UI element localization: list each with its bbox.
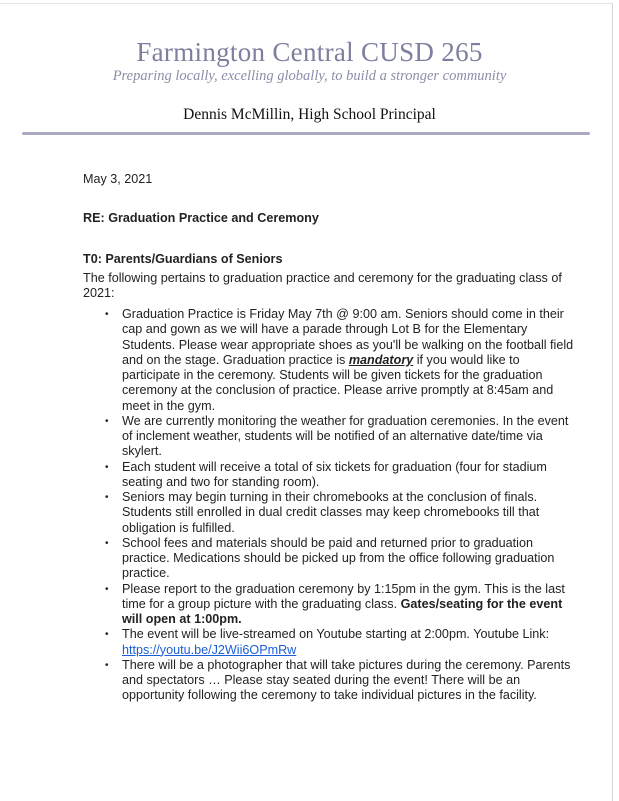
text-segment: There will be a photographer that will take pictures during the ceremony. Parents [122,657,571,672]
bullet-icon: • [105,461,109,473]
text-segment: participate in the ceremony. Students will be given tickets for the graduation [122,368,543,382]
text-line [122,521,603,536]
text-segment: time for a group picture with the graduating class. [122,596,401,611]
text-line [122,368,603,383]
district-name: Farmington Central CUSD 265 [136,37,483,67]
text-segment: opportunity following the ceremony to take individual pictures in the facility. [122,688,537,703]
text-line [122,444,603,459]
bullet-icon: • [105,537,109,549]
list-item [83,627,603,658]
text-segment: Each student will receive a total of six tickets for graduation (four for stadium [122,459,547,474]
text-line [122,505,603,520]
list-item [83,460,603,491]
list-item [83,658,603,704]
bullet-icon: • [105,583,109,595]
text-segment: and spectators … Please stay seated during the event! There will be an [122,673,521,687]
text-line [122,582,603,597]
letter-subject: RE: Graduation Practice and Ceremony [83,211,319,225]
list-item [83,307,603,414]
text-segment: if you would like to [413,352,520,367]
text-segment: Seniors may begin turning in their chromebooks at the conclusion of finals. [122,490,538,504]
bullet-icon: • [105,415,109,427]
text-line [122,643,603,658]
list-item [83,536,603,582]
text-segment: skylert. [122,444,162,459]
text-line [122,536,603,551]
list-item [83,414,603,460]
text-line [122,627,603,642]
text-line [122,383,603,398]
text-line [122,490,603,505]
text-line [122,566,603,581]
text-line [122,429,603,444]
text-line [122,475,603,490]
letter-date: May 3, 2021 [83,172,153,186]
text-line [122,399,603,414]
text-segment: and on the stage. Graduation practice is [122,352,349,367]
intro-line: 2021: [83,286,115,300]
letter-recipient: T0: Parents/Guardians of Seniors [83,252,283,266]
list-item [83,582,603,628]
text-line [122,673,603,688]
bullet-icon: • [105,659,109,671]
text-line [122,353,603,368]
text-segment: cap and gown as we will have a parade through Lot B for the Elementary [122,322,528,337]
district-tagline: Preparing locally, excelling globally, to build a stronger community [112,68,507,84]
text-segment: The event will be live-streamed on Youtube starting at 2:00pm. Youtube Link: [122,627,550,642]
text-segment: We are currently monitoring the weather for graduation ceremonies. In the event [122,413,569,428]
text-segment: Students. Please wear appropriate shoes as you'll be walking on the football field [122,337,574,352]
text-segment: Graduation Practice is Friday May 7th @ 9:00 am. Seniors should come in their [122,307,564,321]
emphasis-text: mandatory [348,352,414,367]
bullet-icon: • [105,309,109,320]
text-line [122,338,603,353]
text-segment: of inclement weather, students will be notified of an alternative date/time via [122,429,543,443]
text-line [122,460,603,475]
bullet-icon: • [105,629,109,641]
text-line [122,307,603,322]
bold-text: Gates/seating for the event [400,596,563,611]
text-line [122,688,603,703]
text-line [122,658,603,673]
text-line [122,612,603,627]
text-segment: Students still enrolled in dual credit classes may keep chromebooks till that [122,505,540,520]
text-segment: meet in the gym. [122,398,216,413]
text-segment: ceremony at the conclusion of practice. Please arrive promptly at 8:45am and [122,383,554,398]
bold-text: will open at 1:00pm. [122,612,242,626]
text-segment: seating and two for standing room). [122,474,320,489]
text-line [122,551,603,566]
text-segment: Please report to the graduation ceremony by 1:15pm in the gym. This is the last [122,581,565,596]
list-item [83,490,603,536]
principal-name: Dennis McMillin, High School Principal [183,106,436,123]
letterhead-divider [22,132,590,135]
text-segment: practice. [122,566,170,581]
text-segment: obligation is fulfilled. [122,520,235,535]
youtube-link[interactable]: https://youtu.be/J2Wii6OPmRw [122,642,297,657]
bullet-list [83,307,603,704]
text-line [122,414,603,429]
text-segment: practice. Medications should be picked up from the office following graduation [122,551,555,565]
text-segment: School fees and materials should be paid and returned prior to graduation [122,535,533,550]
text-line [122,597,603,612]
bullet-icon: • [105,492,109,503]
intro-line: The following pertains to graduation practice and ceremony for the graduating class of [83,271,562,285]
text-line [122,322,603,337]
